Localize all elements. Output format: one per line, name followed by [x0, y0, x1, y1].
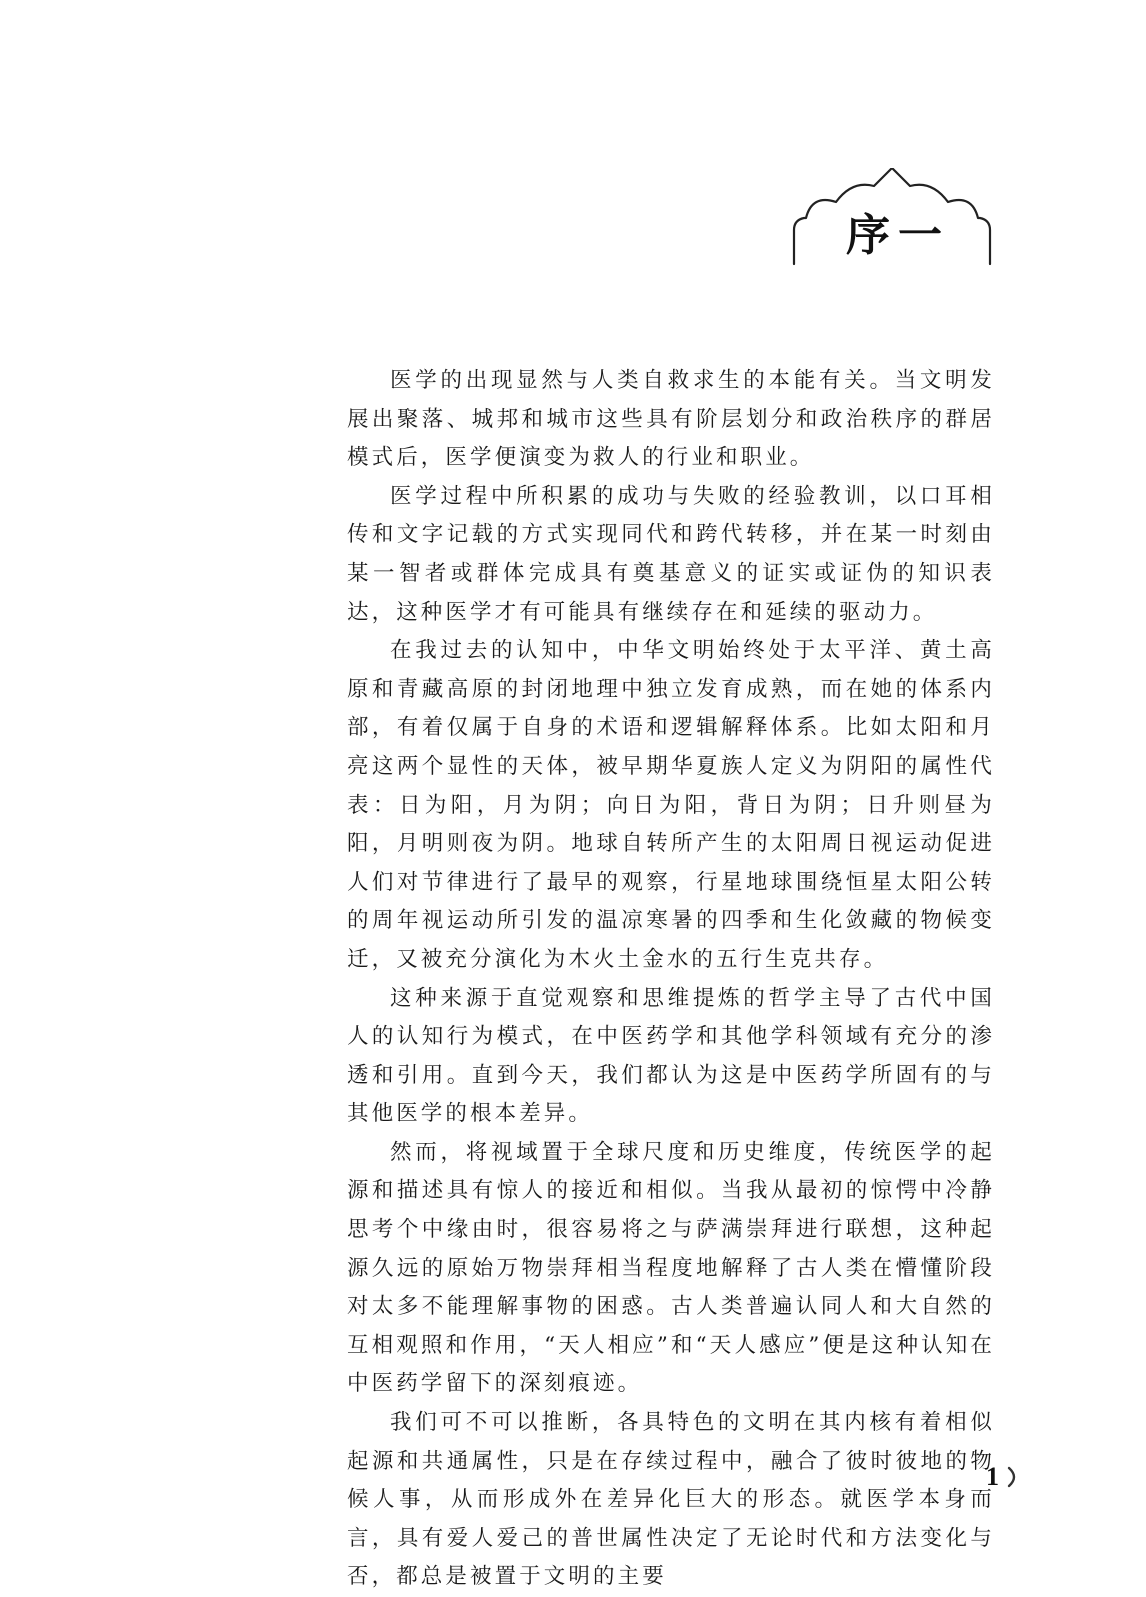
paragraph-2: 医学过程中所积累的成功与失败的经验教训，以口耳相传和文字记载的方式实现同代和跨代转移，并在某一时刻由某一智者或群体完成具有奠基意义的证实或证伪的知识表达，这种医学才有可能具有继续存在和延续的驱动力。 — [347, 483, 995, 625]
paragraph-4: 这种来源于直觉观察和思维提炼的哲学主导了古代中国人的认知行为模式，在中医药学和其他学科领域有充分的渗透和引用。直到今天，我们都认为这是中医药学所固有的与其他医学的根本差异。 — [347, 985, 995, 1127]
body-text — [347, 362, 995, 1597]
paragraph-6: 我们可不可以推断，各具特色的文明在其内核有着相似起源和共通属性，只是在存续过程中，融合了彼时彼地的物候人事，从而形成外在差异化巨大的形态。就医学本身而言，具有爱人爱己的普世属性决定了无论时代和方法变化与否，都总是被置于文明的主要 — [347, 1410, 995, 1590]
paragraph-1: 医学的出现显然与人类自救求生的本能有关。当文明发展出聚落、城邦和城市这些具有阶层划分和政治秩序的群居模式后，医学便演变为救人的行业和职业。 — [347, 368, 995, 471]
paragraph-3: 在我过去的认知中，中华文明始终处于太平洋、黄土高原和青藏高原的封闭地理中独立发育成熟，而在她的体系内部，有着仅属于自身的术语和逻辑解释体系。比如太阳和月亮这两个显性的天体，被早期华夏族人定义为阴阳的属性代表：日为阳，月为阴；向日为阳，背日为阴；日升则昼为阳，月明则夜为阴。地球自转所产生的太阳周日视运动促进人们对节律进行了最早的观察，行星地球围绕恒星太阳公转的周年视运动所引发的温凉寒暑的四季和生化敛藏的物候变迁，又被充分演化为木火土金水的五行生克共存。 — [347, 638, 995, 972]
paragraph-5: 然而，将视域置于全球尺度和历史维度，传统医学的起源和描述具有惊人的接近和相似。当我从最初的惊愕中冷静思考个中缘由时，很容易将之与萨满崇拜进行联想，这种起源久远的原始万物崇拜相当程度地解释了古人类在懵懂阶段对太多不能理解事物的困惑。古人类普遍认同人和大自然的互相观照和作用，“天人相应”和“天人感应”便是这种认知在中医药学留下的深刻痕迹。 — [347, 1139, 995, 1397]
chapter-heading — [790, 168, 1002, 270]
chapter-title: 序一 — [846, 210, 950, 261]
crescent-icon — [1003, 1464, 1021, 1490]
page-number: 1 — [986, 1462, 999, 1491]
